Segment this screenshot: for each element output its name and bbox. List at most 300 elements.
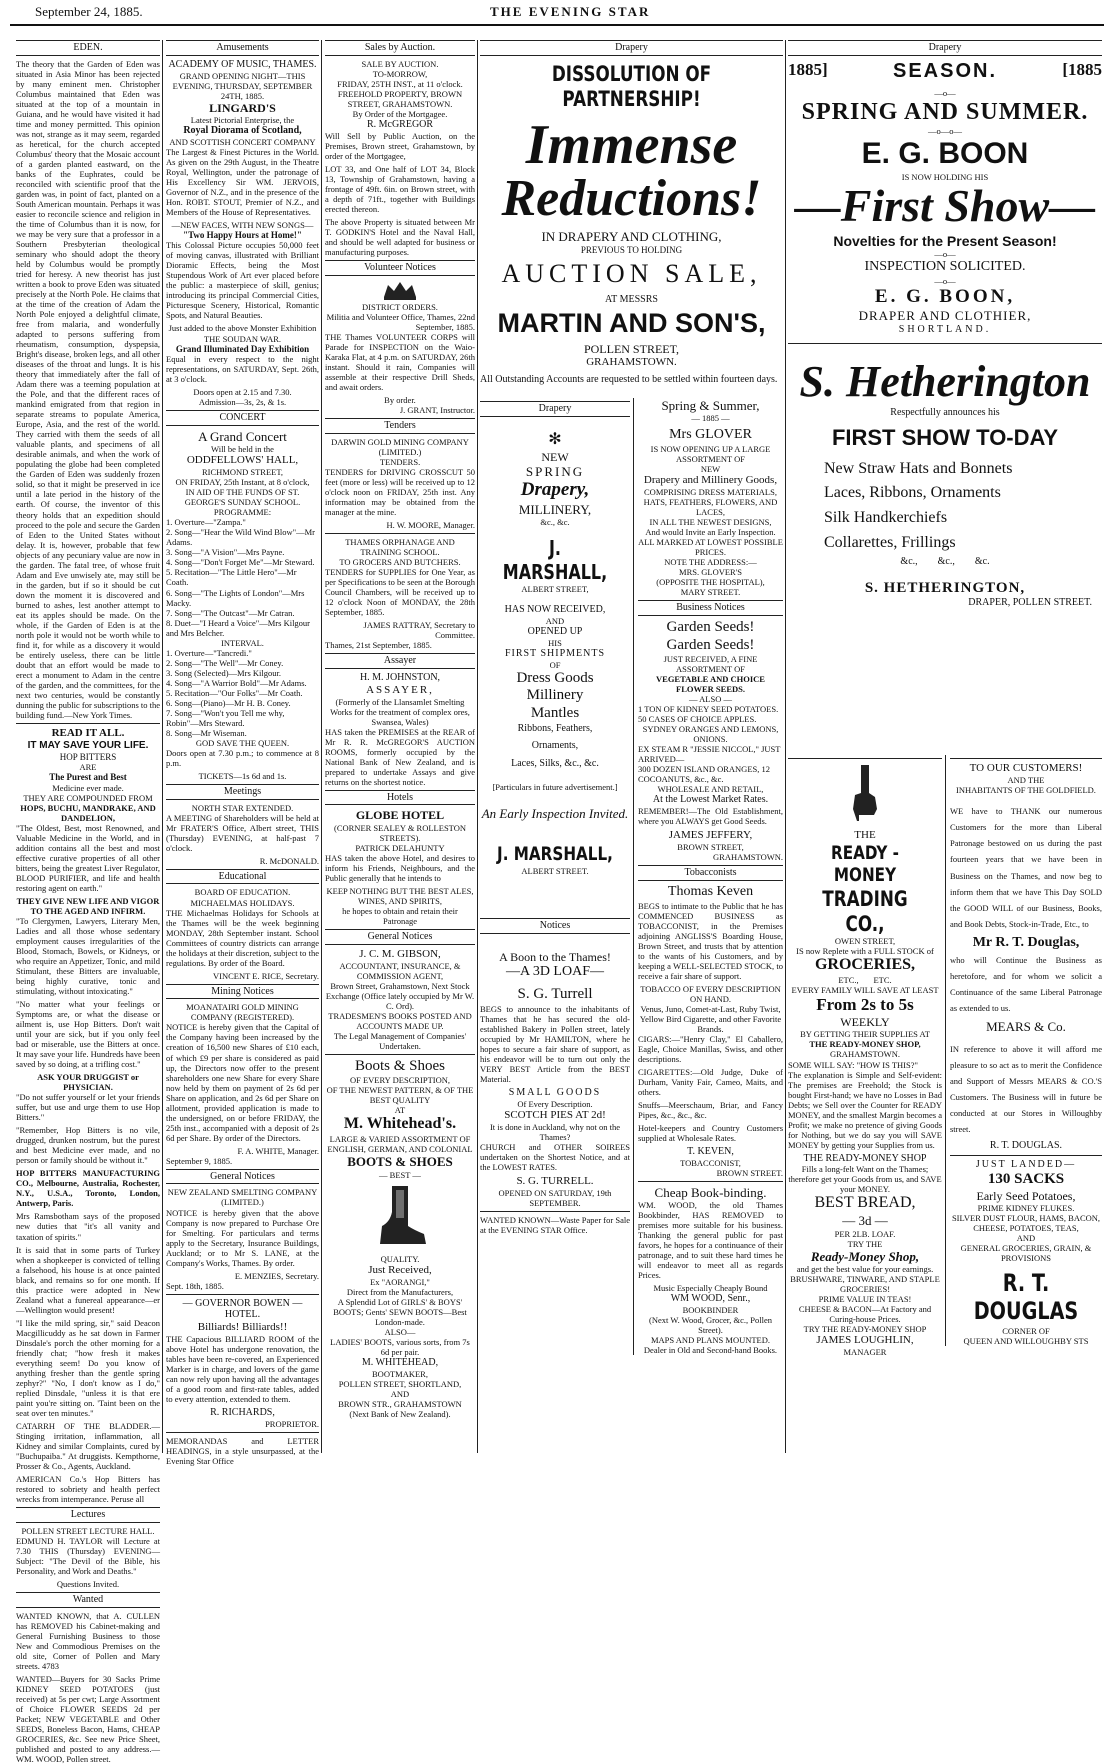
programme-item: 4. Song—"Don't Forget Me"—Mr Steward. [166, 557, 315, 568]
article-paragraph: CATARRH OF THE BLADDER.—Stinging irritation, inflammation, all Kidney and similar Complaints, cured by "Buchupaiba." At druggists. Kempthorne, Prosser & Co., Agents, Auckland. [16, 1420, 160, 1471]
in-aid: IN AID OF THE FUNDS OF ST. GEORGE'S SUNDAY SCHOOL. [184, 487, 301, 508]
rt-douglas2: R. T. DOUGLAS [973, 1268, 1079, 1326]
tobacconist: TOBACCONIST, [680, 1157, 741, 1168]
gibson: J. C. M. GIBSON, [359, 947, 441, 960]
next-wood: (Next W. Wood, Grocer, &c., Pollen Street). [649, 1315, 772, 1336]
inspection: INSPECTION SOLICITED. [864, 259, 1026, 275]
meeting-signature: R. McDONALD. [259, 855, 319, 866]
globe-text: HAS taken the above Hotel, and desires to inform his Friends, Neighbours, and the Public generally that he intends to [325, 852, 475, 883]
s-hetherington: S. HETHERINGTON, [864, 579, 1026, 596]
hotel-keepers: Hotel-keepers and Country Customers supplied at Wholesale Rates. [638, 1122, 783, 1143]
column-divider [785, 40, 786, 1453]
grand-concert: A Grand Concert [198, 429, 287, 444]
column-2 [166, 40, 319, 1467]
programme-item: 1. Overture—"Tancredi." [166, 647, 252, 658]
year-left: 1885] [788, 59, 828, 79]
new: NEW [541, 449, 569, 464]
queen: QUEEN AND WILLOUGHBY STS [963, 1335, 1089, 1346]
ornament-divider: —o—o— [928, 126, 962, 137]
auction-sale: AUCTION SALE, [501, 259, 762, 289]
keven: Thomas Keven [667, 884, 754, 900]
previous: PREVIOUS TO HOLDING [580, 244, 683, 255]
we-have: WE have to THANK our numerous Customers for the more than Liberal Patronage bestowed on us during the past fourteen years that we have been in Business on the Thames, and now beg to inform them that we have This Day SOLD the GOOD WILL of our Business, Books, and Book Debts, Stock-in-Trade, Etc., to [950, 806, 1102, 929]
programme-item: 4. Song—"A Warrior Bold"—Mr Adams. [166, 677, 307, 688]
manager: MANAGER [843, 1347, 887, 1358]
mortgagee: By Order of the Mortgagee. [352, 108, 448, 119]
hetherington: S. Hetherington [799, 357, 1091, 407]
section-heading: Educational [166, 869, 319, 885]
programme-item: 8. Song—Mr Wiseman. [166, 727, 247, 738]
hop-text: "Remember, Hop Bitters is no vile, drugged, drunken nostrum, but the purest and best Medicine ever made, and no person or family should be without it." [16, 1125, 160, 1166]
hop-purest: The Purest and Best [49, 772, 127, 783]
cigars: CIGARS:—"Henry Clay," El Caballero, Eagle, Choice Manillas, Swiss, and other descriptions. [638, 1033, 783, 1064]
jessie: EX STEAM R "JESSIE NICCOL," JUST ARRIVED— [638, 744, 781, 765]
tomorrow: TO-MORROW, [372, 68, 428, 79]
concert-date: ON FRIDAY, 25th Instant, at 8 o'clock, [175, 477, 310, 488]
grand-opening: GRAND OPENING NIGHT—THIS EVENING, THURSDAY, SEPTEMBER 24TH, 1885. [172, 70, 313, 101]
wanted-ad: WANTED KNOWN, that A. CULLEN has REMOVED his Cabinet-making and General Furnishing Business to those New and Commodious Premises on the old site, Corner of Pollen and Mary streets. 4783 [16, 1610, 160, 1671]
assayer-sub: (Formerly of the Llansamlet Smelting Works for the treatment of complex ores, Swansea, Wales) [330, 696, 470, 727]
mantles: Mantles [530, 704, 580, 721]
doors: Doors open at 2.15 and 7.30. [193, 387, 292, 398]
venus: Venus, Juno, Comet-at-Last, Ruby Twist, Yellow Bird Cigarette, and other Favorite Brands. [639, 1003, 782, 1034]
prime-teas: PRIME VALUE IN TEAS! [818, 1294, 912, 1305]
programme-item: 5. Recitation—"Our Folks"—Mr Coath. [166, 687, 303, 698]
assayer-text: HAS taken the PREMISES at the REAR of Mr R. R. McGREGOR'S AUCTION ROOMS, formerly occupied by the National Bank of New Zealand, and is prepared to undertake Assays and give returns on the shortest notice. [325, 726, 475, 787]
remember: REMEMBER!—The Old Establishment, where you ALWAYS get Good Seeds. [638, 806, 783, 827]
rattray: JAMES RATTRAY, Secretary to Committee. [363, 619, 475, 640]
scotch-pies: SCOTCH PIES AT 2d! [504, 1108, 606, 1121]
every-family: EVERY FAMILY WILL SAVE AT LEAST [791, 985, 939, 996]
outstanding: All Outstanding Accounts are requested to be settled within fourteen days. [480, 373, 778, 385]
freehold: FREEHOLD PROPERTY, BROWN STREET, GRAHAMSTOWN. [337, 88, 463, 109]
ribbons: Ribbons, Feathers, [517, 722, 593, 734]
ready-money: READY - MONEY [831, 841, 899, 887]
vegetable: VEGETABLE AND CHOICE FLOWER SEEDS. [656, 674, 765, 695]
ton: 1 TON OF KIDNEY SEED POTATOES. [638, 704, 779, 715]
the: THE [854, 829, 876, 841]
in-drapery: IN DRAPERY AND CLOTHING, [541, 229, 722, 245]
sydney: SYDNEY ORANGES AND LEMONS, ONIONS. [642, 724, 779, 745]
ladies: LADIES' BOOTS, various sorts, from 7s 6d per pair. [330, 1336, 470, 1357]
reductions: Reductions! [501, 170, 762, 228]
rm-shop: THE READY-MONEY SHOP, [809, 1039, 921, 1050]
johnston: H. M. JOHNSTON, [359, 671, 441, 683]
column-4 [480, 40, 783, 1453]
smelting-text: NOTICE is hereby given that the above Company is now prepared to Purchase Ore for Smelting. For particulars and terms apply to the Secretary, Insurance Buildings, Auckland; or to Mr S. LANE, at the Company's Works, Thames. By order. [166, 1207, 319, 1268]
mary: MARY STREET. [680, 587, 741, 598]
best: — BEST — [379, 1169, 421, 1180]
education-text: THE Michaelmas Holidays for Schools at the Thames will be the week beginning MONDAY, 28th September instant. School Committees of country districts can arrange the holidays at their discretion, subject to the regulations. By order of the Board. [166, 907, 319, 968]
glover-text: IS NOW OPENING UP A LARGE ASSORTMENT OF [650, 443, 771, 464]
splendid: A Splendid Lot of GIRLS' & BOYS' BOOTS; Gents' SEWN BOOTS—Best London-made. [333, 1296, 467, 1327]
brown: BROWN STREET, [677, 842, 744, 853]
column-5 [788, 40, 1102, 1453]
to-customers: TO OUR CUSTOMERS! [969, 762, 1083, 774]
volunteer-text: THE Thames VOLUNTEER CORPS will Parade for INSPECTION on the Waio-Karaka Flat, at 4 p.m. on SATURDAY, 26th instant. Should it rain, Companies will assemble at their respective Drill Sheds, and await orders. [325, 331, 475, 392]
waste-paper: WANTED KNOWN—Waste Paper for Sale at the EVENING STAR Office. [480, 1214, 630, 1235]
direct: Direct from the Manufacturers, [346, 1286, 454, 1297]
opened-up: OPENED UP [527, 625, 583, 637]
goods-item: New Straw Hats and Bonnets [824, 459, 1013, 477]
eg-boon2: E. G. BOON, [874, 285, 1016, 307]
section-heading: Sales by Auction. [325, 40, 475, 56]
section-heading: Amusements [166, 40, 319, 56]
music: Music Especially Cheaply Bound [653, 1283, 768, 1294]
article-paragraph: "I like the mild spring, sir," said Deacon Macgillicuddy as he sat down in Farmer Dinsdale's porch the other morning for a friendly chat; "how fresh it makes everything seem! Do you know of anything fresher than the gentle spring zephyr?" "No, I don't know as I do," replied Dinsdale, "unless it is that ere paint you're sitting on. 'Taint been on the seat over ten minutes." [16, 1317, 160, 1418]
by-order: By order. [384, 394, 416, 405]
draper: DRAPER AND CLOTHIER, [858, 308, 1032, 324]
admission: Admission—3s, 2s, & 1s. [198, 397, 287, 408]
hop-medicine: Medicine ever made. [52, 782, 124, 793]
bootmaker: BOOTMAKER, [372, 1368, 428, 1379]
try: TRY THE [847, 1238, 883, 1249]
opened: OPENED ON SATURDAY, 19th SEPTEMBER. [498, 1187, 612, 1208]
tenders-text: TENDERS for DRIVING CROSSCUT 50 feet (more or less) will be received up to 12 o'clock noon on FRIDAY, 25th inst. Any information may be obtained from the manager at the mine. [325, 466, 475, 517]
three-d: — 3d — [842, 1213, 888, 1229]
rt-douglas: R. T. DOUGLAS. [989, 1140, 1063, 1152]
just-landed: JUST LANDED— [975, 1159, 1077, 1171]
first-show-today: FIRST SHOW TO-DAY [831, 424, 1059, 450]
glovers: MRS. GLOVER'S [679, 567, 742, 577]
comprising: COMPRISING DRESS MATERIALS, HATS, FEATHERS, FLOWERS, AND LACES, [643, 486, 778, 517]
section-heading: General Notices [166, 1169, 319, 1185]
just-received: JUST RECEIVED, A FINE ASSORTMENT OF [663, 654, 758, 675]
district-orders: DISTRICT ORDERS. [362, 301, 438, 312]
boots-caps: BOOTS & SHOES [347, 1154, 453, 1170]
mining-signature: F. A. WHITE, Manager. [237, 1145, 319, 1156]
hop-ask: ASK YOUR DRUGGIST or PHYSICIAN. [37, 1072, 139, 1093]
general: GENERAL GROCERIES, GRAIN, & PROVISIONS [960, 1242, 1092, 1263]
church: CHURCH and OTHER SOIREES undertaken on the Shortest Notice, and at the LOWEST RATES. [480, 1141, 630, 1172]
memoranda: MEMORANDAS and LETTER HEADINGS, in a style unsurpassed, at the Evening Star Office [166, 1436, 319, 1467]
smelting-signature: E. MENZIES, Secretary. [234, 1270, 319, 1281]
governor: — GOVERNOR BOWEN — HOTEL. [182, 1297, 303, 1321]
programme-item: 7. Song—"The Outcast"—Mr Catran. [166, 607, 295, 618]
t-keven: T. KEVEN, [687, 1145, 734, 1157]
smelting-date: Sept. 18th, 1885. [166, 1280, 224, 1291]
turrell: S. G. Turrell [517, 986, 593, 1003]
year: — 1885 — [691, 413, 730, 424]
cigarettes: CIGARETTES:—Old Judge, Duke of Durham, Vanity Fair, Cameo, Maits, and others. [638, 1066, 783, 1097]
brown-street: BROWN STREET. [716, 1167, 783, 1178]
colossal-text: This Colossal Picture occupies 50,000 feet of moving canvas, illustrated with Brilliant Dioramic Effects, being the Most Stupendous Work of Art ever placed before the public: a masterpiece of skill, genius; introducing its principal Commercial Cities, Picturesque Scenery, Historical, Romantic Spots, and Natural Beauties. [166, 240, 319, 321]
apples: 50 CASES OF CHOICE APPLES. [638, 714, 757, 725]
ornament-divider: —o— [934, 249, 956, 260]
first-show: —First Show— [794, 179, 1096, 231]
glover-ad [633, 398, 783, 1355]
at: AT [394, 1105, 406, 1116]
millinery2: Millinery [526, 687, 584, 704]
douglas: Mr R. T. Douglas, [972, 935, 1080, 951]
tickets: TICKETS—1s 6d and 1s. [198, 770, 287, 781]
season: SEASON. [892, 59, 998, 82]
just-received: Just Received, [368, 1263, 432, 1276]
hop-text: "The Oldest, Best, most Renowned, and Valuable Medicine in the World, and in addition contains all the best and most effective curative properties of all other bitters, being the greatest Liver Regulator, BLOOD PURIFIER, and life and health restoring agent on earth." [16, 822, 160, 893]
goods-list [788, 457, 1102, 556]
boot-icon [370, 1182, 430, 1252]
garden-seeds: Garden Seeds! [666, 636, 755, 653]
issue-date: September 24, 1885. [35, 4, 143, 19]
hop-compounded: THEY ARE COMPOUNDED FROM [23, 792, 153, 803]
large-assort: LARGE & VARIED ASSORTMENT OF ENGLISH, GERMAN, AND COLONIAL [327, 1134, 473, 1155]
hop-title: HOP BITTERS [59, 751, 117, 762]
first-shipments: FIRST SHIPMENTS [504, 647, 606, 659]
try2: TRY THE READY-MONEY SHOP [803, 1324, 927, 1335]
hop-text: "Do not suffer yourself or let your friends suffer, but use and urge them to use Hop Bitters." [16, 1092, 160, 1123]
grahamstown: GRAHAMSTOWN. [586, 355, 677, 368]
section-heading: Hotels [325, 790, 475, 806]
eg-boon: E. G. BOON [861, 137, 1029, 171]
section-heading: Tobacconists [638, 865, 783, 881]
rattray-date: Thames, 21st September, 1885. [325, 639, 432, 650]
section-heading: Drapery [480, 40, 783, 56]
pollen: POLLEN STREET, [583, 341, 680, 356]
programme-item: 5. Recitation—"The Little Hero"—Mr Coath. [166, 567, 297, 588]
maps: MAPS AND PLANS MOUNTED. [650, 1335, 771, 1346]
militia: Militia and Volunteer Office, Thames, 22nd September, 1885. [326, 311, 475, 332]
orphanage-text: TENDERS for SUPPLIES for One Year, as per Specifications to be seen at the Borough Council Chambers, will be received up to 12 o'clock Noon of MONDAY, the 28th September, 1885. [325, 566, 475, 617]
grant: J. GRANT, Instructor. [399, 404, 475, 415]
darwin: DARWIN GOLD MINING COMPANY (LIMITED.) [331, 436, 469, 457]
programme-item: 3. Song—"A Vision"—Mrs Payne. [166, 547, 285, 558]
column-divider [162, 40, 163, 1453]
auckland: It is done in Auckland, why not on the Thames? [489, 1121, 621, 1142]
silver: SILVER DUST FLOUR, HAMS, BACON, CHEESE, POTATOES, TEAS, [951, 1212, 1101, 1233]
particulars: [Particulars in future advertisement.] [492, 782, 618, 792]
season-banner [788, 60, 1102, 88]
invite: And would Invite an Early Inspection. [645, 526, 776, 537]
wholesale: WHOLESALE AND RETAIL, [657, 784, 764, 795]
his: HIS [548, 637, 562, 648]
reference: IN reference to above it will afford me pleasure to so act as to merit the Confidence and Support of Messrs MEARS & CO.'S Customers. The Business will in future be conducted at our Stores in Willoughby street. [950, 1043, 1102, 1135]
programme-item: 7. Song—"Won't you Tell me why, Robin"—Mrs Steward. [166, 707, 285, 728]
programme-item: 6. Song—"The Lights of London"—Mrs Macky. [166, 587, 305, 608]
glover: Mrs GLOVER [669, 427, 752, 443]
of: OF [549, 659, 561, 670]
mcgregor: R. McGREGOR [366, 118, 434, 130]
new-faces: —NEW FACES, WITH NEW SONGS— [171, 219, 314, 230]
article-paragraph: Mrs Ramsbotham says of the proposed new duties that "it's all vanity and taxation of spirits." [16, 1211, 160, 1242]
every-desc: OF EVERY DESCRIPTION, [349, 1075, 451, 1086]
pointing-hand-icon [845, 763, 885, 825]
grahamstown: GRAHAMSTOWN. [830, 1049, 900, 1060]
tenders: TENDERS. [379, 456, 421, 467]
drapery-gothic: Drapery, [520, 479, 590, 501]
assayer: ASSAYER, [366, 683, 434, 696]
also: ALSO— [384, 1326, 416, 1337]
sacks: 130 SACKS [987, 1170, 1065, 1187]
lecture-text: EDMUND H. TAYLOR will Lecture at 7.30 THIS (Thursday) EVENING—Subject: "The Devil of the Bible, his Personality, and Work and Deaths." [16, 1535, 160, 1576]
hop-text: "No matter what your feelings or Symptoms are, or what the disease or ailment is, use Hop Bitters. Don't wait until your are sick, but if you only feel bad or miserable, use the Bitters at once. It may save your life. Hundreds have been saved by so doing, at a trifling cost." [16, 999, 160, 1070]
jeffery: JAMES JEFFERY, [668, 829, 753, 842]
etc: ETC., ETC. [838, 975, 892, 986]
education-signature: VINCENT E. RICE, Secretary. [213, 970, 319, 981]
keven-text: BEGS to intimate to the Public that he has COMMENCED BUSINESS as TOBACCONIST, in the Premises adjoining ANGLISS'S Boarding House, Brown Street, and trusts that by attention to the wants of his Customers, and by keeping a WELL-SELECTED STOCK, to receive a fair share of support. [638, 900, 783, 981]
questions: Questions Invited. [56, 1578, 120, 1589]
grocers: TO GROCERS AND BUTCHERS. [339, 556, 461, 567]
oddfellows: ODDFELLOWS' HALL, [186, 454, 299, 467]
owen: OWEN STREET, [834, 936, 896, 947]
ex-aorangi: Ex "AORANGI," [370, 1276, 430, 1287]
academy: ACADEMY OF MUSIC, THAMES. [168, 58, 317, 70]
at-messrs: AT MESSRS [605, 293, 658, 305]
gibson-address: Brown Street, Grahamstown, Next Stock Exchange (Office lately occupied by Mr W. C. Ord). [325, 980, 475, 1011]
god-save: GOD SAVE THE QUEEN. [195, 737, 290, 748]
section-heading: Lectures [16, 1507, 160, 1523]
billiards: Billiards! Billiards!! [197, 1321, 288, 1334]
cheap-book: Cheap Book-binding. [654, 1184, 767, 1200]
quality: QUALITY. [380, 1253, 420, 1264]
section-heading: EDEN. [16, 40, 160, 56]
marshall2: J. MARSHALL, [497, 843, 613, 866]
crown-icon [380, 279, 420, 301]
whitehead: M. Whitehead's. [343, 1115, 457, 1133]
globe-sub: (CORNER SEALEY & ROLLESTON STREETS). [334, 822, 466, 843]
page-header [10, 2, 1104, 26]
hop-are: ARE [79, 762, 97, 773]
concert-held: Will be held in the [211, 444, 274, 455]
moore: H. W. MOORE, Manager. [386, 519, 475, 530]
loaf: —A 3D LOAF— [505, 963, 604, 979]
hop-give: THEY GIVE NEW LIFE AND VIGOR TO THE AGED AND INFIRM. [16, 896, 160, 917]
section-heading: Notices [480, 918, 630, 934]
programme-item: 2. Song—"Hear the Wild Wind Blow"—Mr Adams. [166, 527, 316, 548]
prime-kidney: PRIME KIDNEY FLUKES. [977, 1202, 1075, 1213]
section-heading: Business Notices [638, 600, 783, 616]
also: — ALSO — [689, 694, 732, 705]
marshall-ad [480, 398, 630, 1238]
meeting-text: A MEETING of Shareholders will be held at Mr FRATER'S Office, Albert street, THIS (Thursday) EVENING, at half-past 7 o'clock. [166, 812, 319, 853]
board-education: BOARD OF EDUCATION. [194, 887, 291, 898]
pollen: DRAPER, POLLEN STREET. [968, 597, 1092, 609]
millinery: MILLINERY, [518, 501, 592, 517]
dealer: Dealer in Old and Second-hand Books. [643, 1345, 778, 1356]
replete: IS now Replete with a FULL STOCK of [796, 946, 934, 957]
column-3 [325, 40, 475, 1453]
novelties: Novelties for the Present Season! [833, 232, 1057, 249]
market: At the Lowest Market Rates. [652, 794, 769, 806]
star-icon: ✻ [548, 430, 562, 448]
announces: Respectfully announces his [890, 406, 1000, 418]
doors-concert: Doors open at 7.30 p.m.; to commence at 8 p.m. [166, 747, 319, 768]
immense: Immense [525, 114, 738, 177]
retain: he hopes to obtain and retain their Patronage [342, 905, 458, 926]
turrell-text: BEGS to announce to the inhabitants of Thames that he has secured the old-established Bakery in Pollen street, lately occupied by Mr HAMILTON, where he hopes to secure a fair share of support, as his endeavor will be to turn out only the VERY BEST Article from the BEST Material. [480, 1003, 630, 1085]
mining-text: NOTICE is hereby given that the Capital of the Company having been increased by the creation of 16,500 new Shares of £10 each, of which £9 per share is considered as paid up, the Directors now offer to the present shareholders one new Share for every Share now held by them on payment of 2s 6d per Share on application, and 2s 6d per Share on allotment, provided application is made to the undersigned, on or before FRIDAY, the 25th inst., accompanied with a deposit of 2s 6d per Share. By order of the Directors. [166, 1022, 319, 1143]
auction-text: Will Sell by Public Auction, on the Premises, Brown street, Grahamstown, by order of the Mortgagee, [325, 130, 475, 161]
note-address: NOTE THE ADDRESS:— [664, 556, 757, 567]
opposite: (OPPOSITE THE HOSPITAL), [656, 577, 765, 588]
best-bread: BEST BREAD, [814, 1194, 916, 1212]
brushware: BRUSHWARE, TINWARE, AND STAPLE GROCERIES! [790, 1274, 940, 1295]
section-heading: Meetings [166, 784, 319, 800]
smelting: NEW ZEALAND SMELTING COMPANY (LIMITED.) [167, 1187, 318, 1208]
now-holding: IS NOW HOLDING HIS [901, 171, 989, 182]
ready-shop: Ready-Money Shop, [810, 1248, 920, 1264]
next-bank: (Next Bank of New Zealand). [349, 1408, 451, 1419]
mears: MEARS & Co. [986, 1019, 1066, 1035]
hop-text: "To Clergymen, Lawyers, Literary Men, Ladies and all those whose sedentary employment causes irregularities of the Blood, Stomach, Bowels, or Kidneys, or who require an Appetizer, Tonic, and mild Stimulant, these Bitters are invaluable, being highly curative, tonic and stimulating, without intoxicating." [16, 916, 160, 997]
goods-item: Collarettes, Frillings [824, 533, 956, 551]
illuminated-text: Equal in every respect to the night representations, on SATURDAY, Sept. 26th, at 3 o'clock. [166, 354, 319, 385]
fills: Fills a long-felt Want on the Thames; therefore get your Goods from us, and SAVE your MONEY. [788, 1164, 942, 1195]
lingard: LINGARD'S [209, 100, 276, 115]
friday: FRIDAY, 25TH INST., at 11 o'clock. [337, 78, 463, 89]
boon-thames: A Boon to the Thames! [499, 949, 611, 964]
snuffs: Snuffs—Meerschaum, Briar, and Fancy Pipes, &c., &c., &c. [638, 1099, 783, 1120]
tradesmen: TRADESMEN'S BOOKS POSTED AND ACCOUNTS MADE UP. [328, 1010, 472, 1031]
glover-new: NEW [700, 463, 721, 474]
programme-item: 2. Song—"The Well"—Mr Coney. [166, 657, 284, 668]
hop-ingredients: HOPS, BUCHU, MANDRAKE, AND DANDELION, [20, 802, 156, 823]
early-inspection: An Early Inspection Invited. [481, 806, 629, 822]
wm-wood: WM WOOD, Senr., [670, 1293, 751, 1305]
section-heading: Volunteer Notices [325, 260, 475, 276]
early-seed: Early Seed Potatoes, [976, 1188, 1076, 1203]
north-star: NORTH STAR EXTENDED. [191, 802, 294, 813]
per-loaf: PER 2LB. LOAF. [834, 1228, 896, 1239]
cheese: CHEESE & BACON—At Factory and Curing-house Prices. [798, 1304, 932, 1325]
spring-summer: Spring & Summer, [661, 398, 760, 413]
martin: MARTIN AND SON'S, [497, 307, 766, 338]
gibson-text: ACCOUNTANT, INSURANCE, & COMMISSION AGENT, [339, 960, 461, 981]
ornament-divider: —o— [934, 87, 956, 98]
has-now: HAS NOW RECEIVED, [504, 604, 606, 616]
lingard-text: The Largest & Finest Pictures in the World. As given on the 29th August, in the Theatre Royal, Wellington, under the patronage of His Excellency Sir WM. JERVOIS, Governor of N.Z., and in the presence of the Hon. ROBT. STOUT, Premier of N.Z., and Members of the House of Representatives. [166, 146, 319, 217]
newest: OF THE NEWEST PATTERN, & OF THE BEST QUALITY [326, 1085, 474, 1106]
section-heading: Wanted [16, 1592, 160, 1608]
keep-nothing: KEEP NOTHING BUT THE BEST ALES, WINES, AND SPIRITS, [326, 885, 474, 906]
weekly: WEEKLY [840, 1015, 890, 1030]
rm-shop2: THE READY-MONEY SHOP [803, 1152, 927, 1164]
garden-seeds: Garden Seeds! [666, 618, 755, 635]
moanataiari: MOANATAIRI GOLD MINING COMPANY (REGISTERED). [186, 1002, 299, 1023]
goods-item: Silk Handkerchiefs [824, 509, 948, 527]
read-heading: READ IT ALL. [51, 726, 125, 739]
dissolution: DISSOLUTION OF PARTNERSHIP! [551, 61, 712, 111]
tobacco-desc: TOBACCO OF EVERY DESCRIPTION ON HAND. [640, 983, 781, 1004]
douglas-text: who will Continue the Business as heretofore, and for whom we solicit a Continuance of the same Liberal Patronage as extended to us. [950, 954, 1102, 1014]
article-paragraph: AMERICAN Co.'s Hop Bitters has restored to sobriety and health perfect wrecks from intemperance. Peruse all [16, 1473, 160, 1504]
section-heading: General Notices [325, 929, 475, 945]
lecture-hall: POLLEN STREET LECTURE HALL. [21, 1525, 155, 1536]
marshall: J. MARSHALL, [502, 535, 608, 584]
orphanage: THAMES ORPHANAGE AND TRAINING SCHOOL. [345, 536, 455, 557]
section-heading: Tenders [325, 418, 475, 434]
drapery-millinery: Drapery and Millinery Goods, [643, 473, 778, 486]
douglas-ad [945, 755, 1102, 1346]
goods-etc: &c., &c., &c. [900, 555, 990, 567]
spring-summer: SPRING AND SUMMER. [801, 98, 1089, 125]
laces: Laces, Silks, &c., &c. [511, 758, 599, 770]
dress-goods: Dress Goods [516, 669, 594, 686]
programme-item: 3. Song (Selected)—Mrs Kilgour. [166, 667, 281, 678]
small-goods: SMALL GOODS [508, 1087, 602, 1099]
grahamstown2: GRAHAMSTOWN. [713, 852, 783, 863]
getting: BY GETTING THEIR SUPPLIES AT [800, 1029, 930, 1040]
address: POLLEN STREET, SHORTLAND, [338, 1378, 462, 1389]
groceries: GROCERIES, [814, 956, 916, 974]
hop-company: HOP BITTERS MANUFACTURING CO., Melbourne, Australia, Rochester, N.Y., U.S.A., Toronto, London, Antwerp, Paris. [16, 1168, 160, 1209]
albert2: ALBERT STREET. [521, 865, 589, 876]
section-heading: Mining Notices [166, 984, 319, 1000]
section-heading: Drapery [480, 401, 630, 417]
trading: TRADING CO., [822, 886, 908, 936]
richmond: RICHMOND STREET, [201, 467, 284, 478]
programme-item: 1. Overture—"Zampa." [166, 517, 246, 528]
michaelmas: MICHAELMAS HOLIDAYS. [190, 897, 295, 908]
